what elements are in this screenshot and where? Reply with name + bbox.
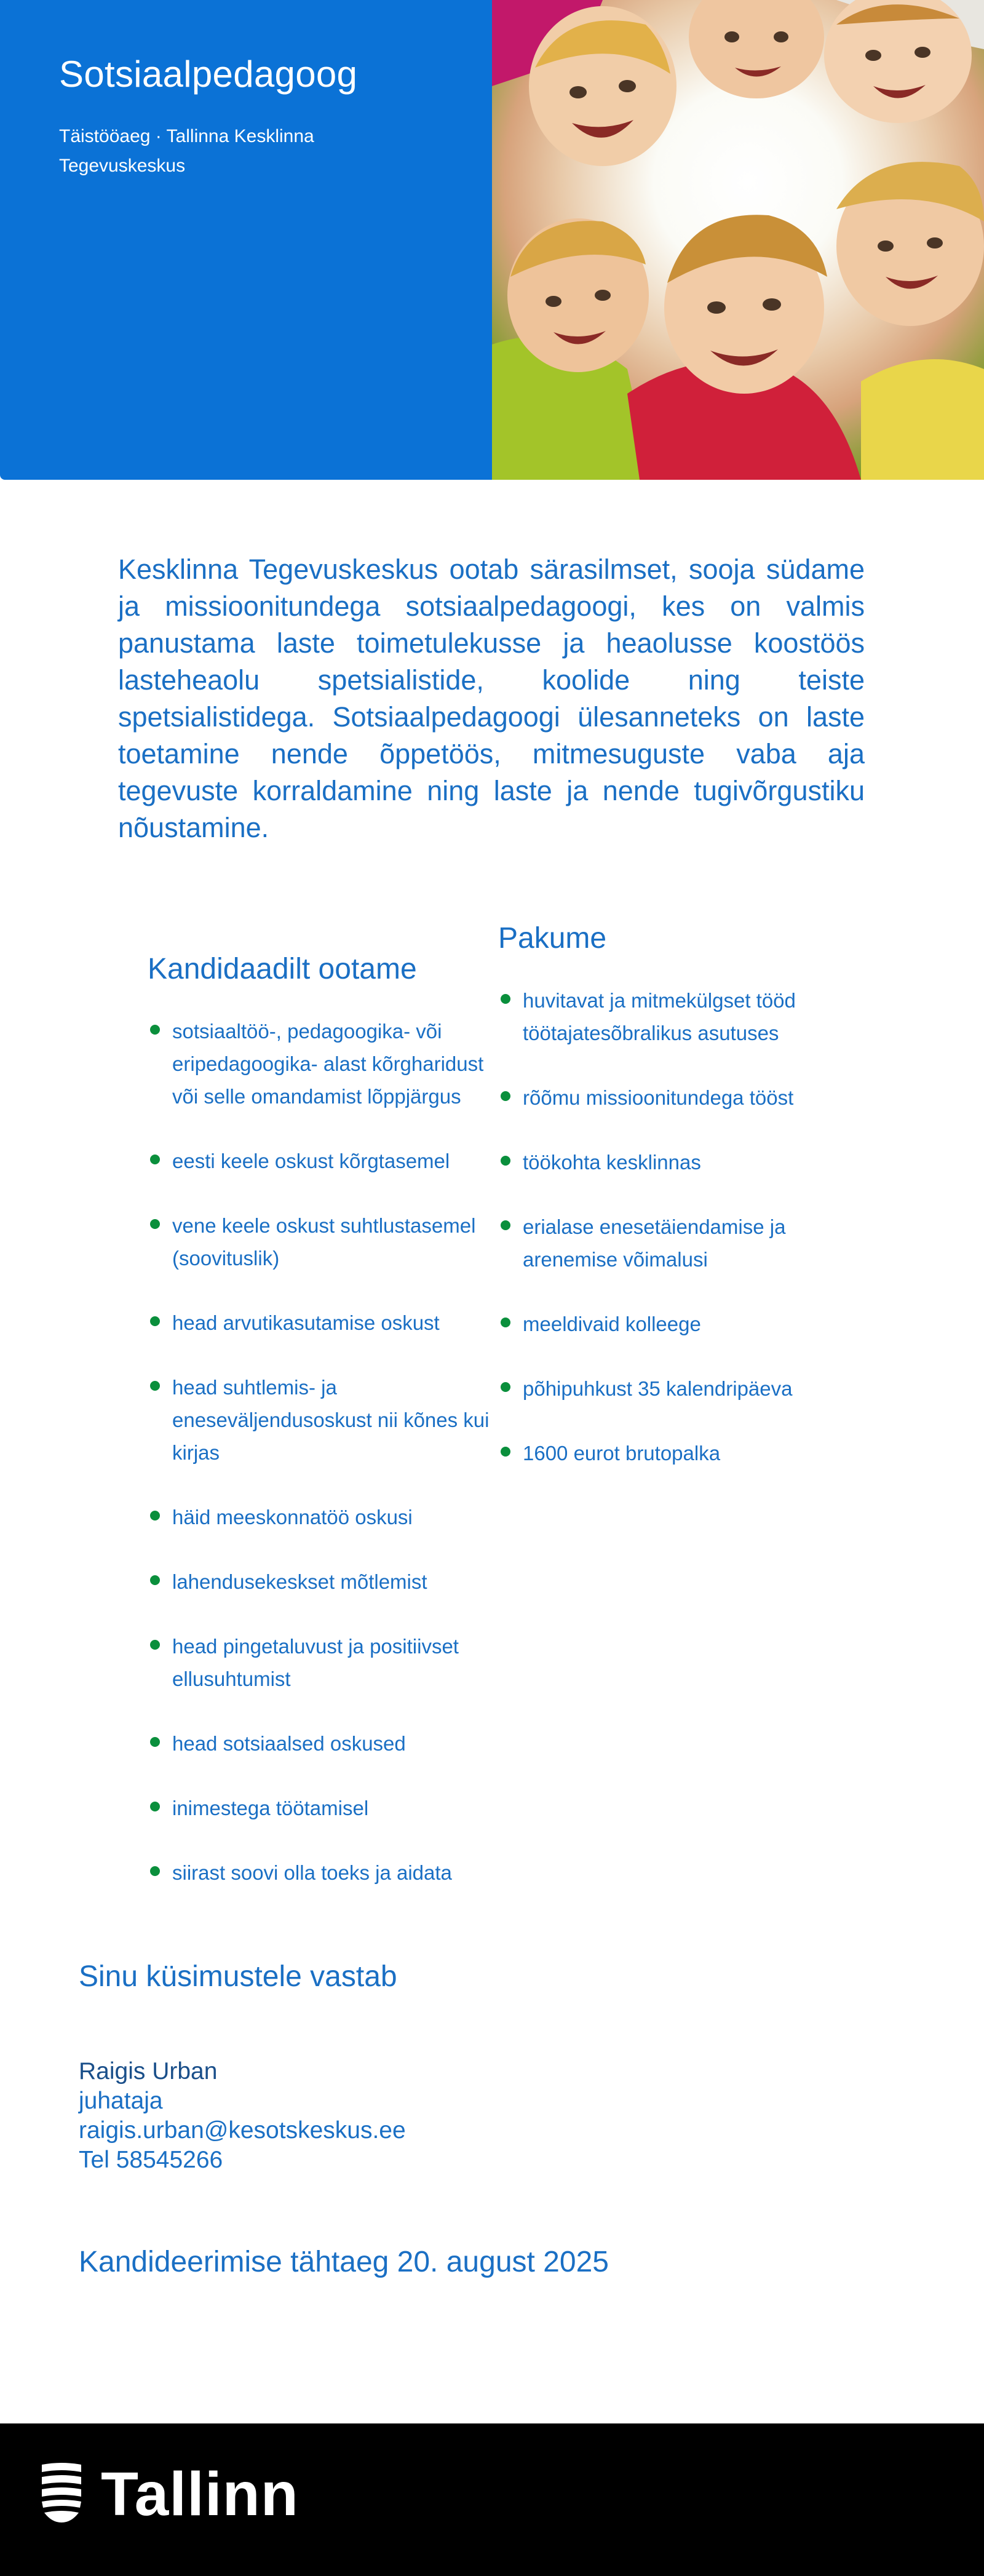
- bullet-icon: [501, 1318, 510, 1327]
- bullet-icon: [150, 1316, 160, 1326]
- list-item: inimestega töötamisel: [148, 1792, 492, 1824]
- list-item: head suhtlemis- ja eneseväljendusoskust nii kõnes kui kirjas: [148, 1371, 492, 1469]
- list-item: head pingetaluvust ja positiivset ellusuhtumist: [148, 1630, 492, 1695]
- bullet-icon: [150, 1511, 160, 1521]
- face-left: [507, 218, 649, 372]
- bullet-icon: [501, 1220, 510, 1230]
- offer-section: [498, 920, 867, 1501]
- face-right: [836, 162, 984, 326]
- bullet-icon: [150, 1155, 160, 1164]
- children-photo: [492, 0, 984, 480]
- offer-list: [498, 984, 867, 1469]
- bullet-icon: [150, 1381, 160, 1391]
- bullet-icon: [501, 1382, 510, 1392]
- application-deadline: Kandideerimise tähtaeg 20. august 2025: [79, 2246, 609, 2278]
- bullet-icon: [150, 1737, 160, 1747]
- job-header: [0, 0, 984, 480]
- list-item: siirast soovi olla toeks ja aidata: [148, 1856, 492, 1889]
- list-item: töökohta kesklinnas: [498, 1146, 867, 1179]
- intro-paragraph: Kesklinna Tegevuskeskus ootab särasilmset, sooja südame ja missioonitundega sotsiaalpedagoogi, kes on valmis panustama laste toimetulekusse ja heaolusse koostöös lasteheaolu spetsialistide, koolide ning teiste spetsialistidega. Sotsiaalpedagoogi ülesanneteks on laste toetamine nende õppetöös, mitmesuguste vaba aja tegevuste korraldamine ning laste ja nende tugivõrgustiku nõustamine.: [118, 554, 865, 843]
- list-item: eesti keele oskust kõrgtasemel: [148, 1145, 492, 1177]
- bullet-icon: [150, 1866, 160, 1876]
- contact-email-link[interactable]: raigis.urban@kesotskeskus.ee: [79, 2117, 406, 2144]
- list-item: huvitavat ja mitmekülgset tööd töötajatesõbralikus asutuses: [498, 984, 867, 1049]
- list-item: rõõmu missioonitundega tööst: [498, 1081, 867, 1114]
- list-item: põhipuhkust 35 kalendripäeva: [498, 1372, 867, 1405]
- list-item: head arvutikasutamise oskust: [148, 1306, 492, 1339]
- footer: [0, 2423, 984, 2576]
- contact-role: juhataja: [79, 2088, 163, 2114]
- contact-phone: Tel 58545266: [79, 2147, 223, 2173]
- list-item: häid meeskonnatöö oskusi: [148, 1501, 492, 1533]
- contact-name: Raigis Urban: [79, 2058, 218, 2085]
- list-item: sotsiaaltöö-, pedagoogika- või eripedagoogika- alast kõrgharidust või selle omandamist lõppjärgus: [148, 1015, 492, 1113]
- requirements-section: [148, 951, 492, 1921]
- face-top-right: [824, 0, 972, 123]
- bullet-icon: [501, 1447, 510, 1457]
- bullet-icon: [150, 1802, 160, 1811]
- bullet-icon: [150, 1575, 160, 1585]
- tallinn-crest-icon: [39, 2458, 84, 2526]
- bullet-icon: [501, 1091, 510, 1101]
- job-meta: Täistööaeg · Tallinna Kesklinna Tegevuskeskus: [59, 126, 314, 176]
- list-item: head sotsiaalsed oskused: [148, 1727, 492, 1760]
- list-item: 1600 eurot brutopalka: [498, 1437, 867, 1469]
- face-top-center: [689, 0, 824, 98]
- bullet-icon: [501, 1156, 510, 1166]
- list-item: erialase enesetäiendamise ja arenemise võimalusi: [498, 1210, 867, 1276]
- bullet-icon: [150, 1219, 160, 1229]
- contact-heading: Sinu küsimustele vastab: [79, 1960, 397, 1993]
- list-item: lahendusekeskset mõtlemist: [148, 1565, 492, 1598]
- offer-heading: Pakume: [498, 922, 607, 955]
- face-top-left: [529, 6, 676, 166]
- footer-brand: Tallinn: [101, 2460, 299, 2529]
- header-blue-panel: [0, 0, 492, 480]
- face-center: [664, 215, 827, 394]
- bullet-icon: [150, 1640, 160, 1650]
- crest-svg: [39, 2461, 84, 2522]
- job-title: Sotsiaalpedagoog: [59, 54, 358, 95]
- list-item: meeldivaid kolleege: [498, 1308, 867, 1340]
- requirements-heading: Kandidaadilt ootame: [148, 953, 417, 985]
- children-circle-illustration: [492, 0, 984, 480]
- requirements-list: [148, 1015, 492, 1889]
- bullet-icon: [150, 1025, 160, 1035]
- list-item: vene keele oskust suhtlustasemel (soovituslik): [148, 1209, 492, 1274]
- bullet-icon: [501, 994, 510, 1004]
